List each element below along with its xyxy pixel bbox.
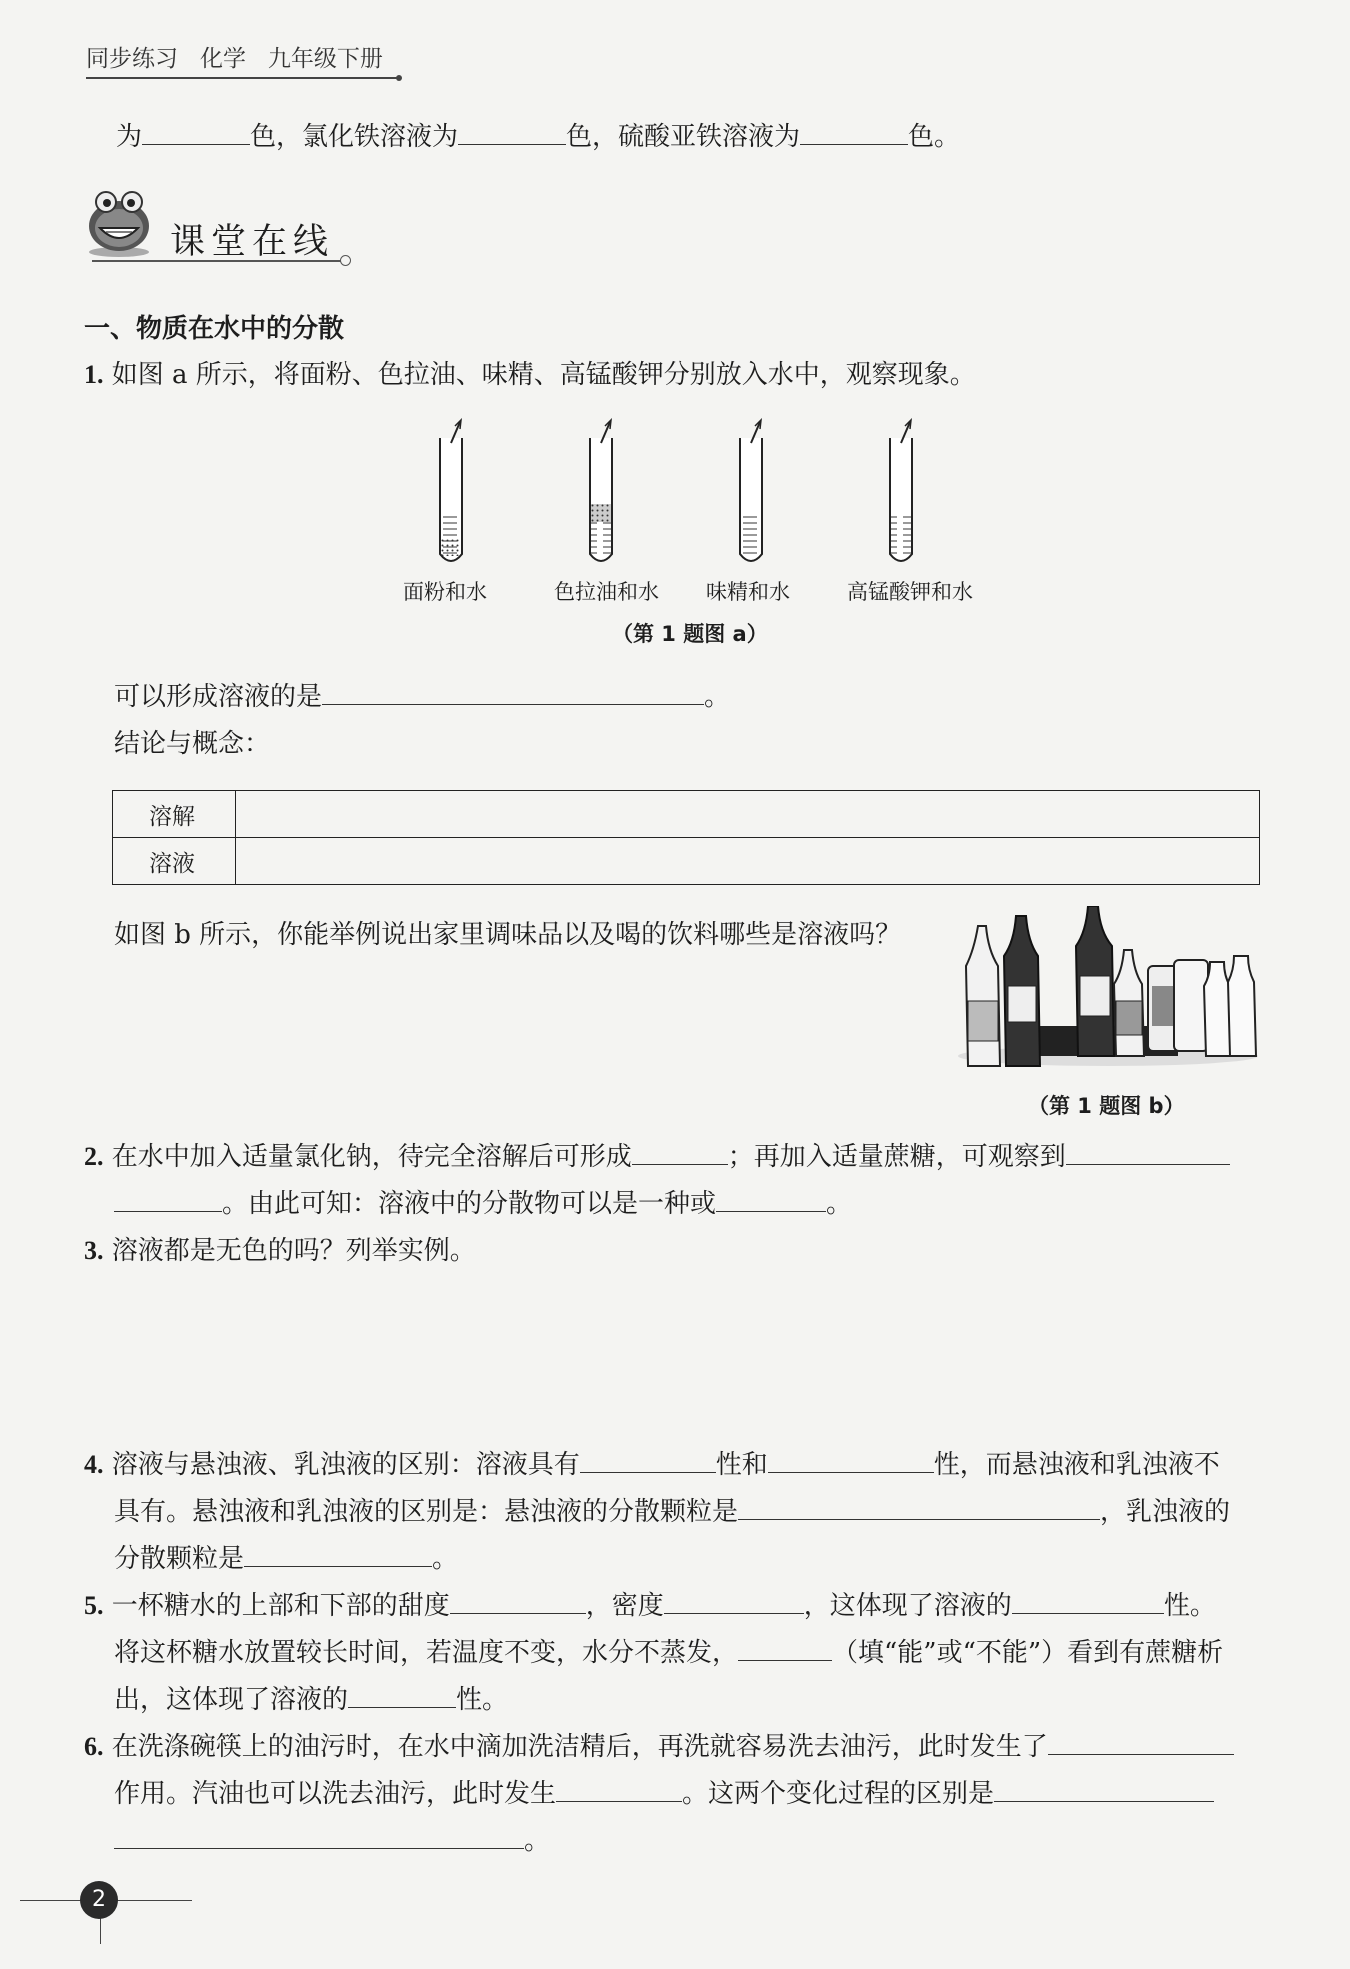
header-book: 同步练习 — [86, 46, 178, 72]
table-row — [113, 838, 1260, 885]
answer-blank[interactable] — [556, 1779, 682, 1802]
question-5: 5. 一杯糖水的上部和下部的甜度 ，密度 ，这体现了溶液的 性。 — [84, 1591, 1216, 1621]
answer-blank[interactable] — [114, 1189, 222, 1212]
question-4-line-2: 具有。悬浊液和乳浊液的区别是：悬浊液的分散颗粒是 ，乳浊液的 — [114, 1497, 1231, 1527]
question-number: 5. — [84, 1591, 104, 1620]
concept-table — [112, 790, 1260, 885]
answer-space[interactable] — [114, 1280, 1254, 1430]
question-4: 4. 溶液与悬浊液、乳浊液的区别：溶液具有 性和 性，而悬浊液和乳浊液不 — [84, 1450, 1220, 1480]
question-5-line-2: 将这杯糖水放置较长时间，若温度不变，水分不蒸发， （填“能”或“不能”）看到有蔗糖析 — [114, 1638, 1224, 1668]
answer-blank[interactable] — [348, 1685, 456, 1708]
tube-msg-water — [740, 420, 762, 561]
carryover-line: 为 色，氯化铁溶液为 色，硫酸亚铁溶液为 色。 — [116, 122, 961, 152]
answer-blank[interactable] — [768, 1450, 934, 1473]
answer-blank[interactable] — [450, 1591, 586, 1614]
question-number: 1. — [84, 360, 104, 389]
section-title: 课堂在线 — [170, 222, 335, 262]
bottles-figure — [948, 906, 1266, 1076]
section-title-rule-dot — [340, 255, 351, 266]
question-6: 6. 在洗涤碗筷上的油污时，在水中滴加洗洁精后，再洗就容易洗去油污，此时发生了 — [84, 1730, 1234, 1764]
tube-label-oil: 色拉油和水 — [554, 580, 659, 604]
running-header — [86, 40, 383, 73]
mascot-icon — [82, 188, 156, 260]
answer-blank[interactable] — [738, 1497, 1100, 1520]
tube-oil-water — [590, 420, 612, 561]
question-number: 6. — [84, 1732, 104, 1761]
question-4-line-3: 分散颗粒是 。 — [114, 1544, 459, 1574]
question-5-line-3: 出，这体现了溶液的 性。 — [114, 1685, 509, 1715]
tube-kmno4-water — [890, 420, 912, 561]
answer-blank[interactable] — [1012, 1591, 1164, 1614]
answer-blank[interactable] — [1066, 1142, 1230, 1165]
question-number: 4. — [84, 1450, 104, 1479]
question-6-line-2: 作用。汽油也可以洗去油污，此时发生 。这两个变化过程的区别是 — [114, 1777, 1214, 1811]
answer-blank[interactable] — [738, 1638, 832, 1661]
answer-blank[interactable] — [580, 1450, 716, 1473]
subsection-title: 一、物质在水中的分散 — [84, 314, 345, 344]
question-1: 1. 如图 a 所示，将面粉、色拉油、味精、高锰酸钾分别放入水中，观察现象。 — [84, 360, 976, 390]
answer-blank[interactable] — [142, 122, 250, 145]
question-2-line-2: 。由此可知：溶液中的分散物可以是一种或 。 — [114, 1187, 852, 1221]
question-3: 3. 溶液都是无色的吗？列举实例。 — [84, 1236, 476, 1266]
table-cell-term: 溶液 — [113, 838, 236, 885]
solution-prompt: 可以形成溶液的是 。 — [114, 682, 731, 712]
question-6-line-3: 。 — [114, 1824, 550, 1858]
figure-a-caption: （第 1 题图 a） — [612, 622, 768, 646]
header-rule-dot — [396, 75, 402, 81]
header-subject: 化学 — [199, 46, 246, 72]
figure-b-question: 如图 b 所示，你能举例说出家里调味品以及喝的饮料哪些是溶液吗？ — [114, 920, 902, 950]
table-row — [113, 791, 1260, 838]
answer-blank[interactable] — [800, 122, 908, 145]
answer-blank[interactable] — [664, 1591, 804, 1614]
test-tubes-figure — [400, 418, 1000, 568]
page-number: 2 — [80, 1881, 118, 1919]
answer-blank[interactable] — [1048, 1732, 1234, 1755]
tube-label-msg: 味精和水 — [706, 580, 790, 604]
answer-blank[interactable] — [716, 1189, 826, 1212]
answer-blank[interactable] — [114, 1826, 524, 1849]
answer-blank[interactable] — [322, 682, 704, 705]
conclusion-label: 结论与概念： — [114, 729, 271, 759]
header-rule — [86, 77, 398, 79]
question-number: 3. — [84, 1236, 104, 1265]
header-grade: 九年级下册 — [267, 46, 383, 72]
table-cell-answer[interactable] — [236, 791, 1260, 838]
table-cell-answer[interactable] — [236, 838, 1260, 885]
answer-blank[interactable] — [994, 1779, 1214, 1802]
answer-blank[interactable] — [458, 122, 566, 145]
question-number: 2. — [84, 1142, 104, 1171]
section-title-rule — [92, 260, 342, 262]
question-2: 2. 在水中加入适量氯化钠，待完全溶解后可形成 ；再加入适量蔗糖，可观察到 — [84, 1140, 1230, 1174]
tube-label-kmno4: 高锰酸钾和水 — [847, 580, 973, 604]
answer-blank[interactable] — [244, 1544, 432, 1567]
table-cell-term: 溶解 — [113, 791, 236, 838]
answer-blank[interactable] — [632, 1142, 728, 1165]
tube-label-flour: 面粉和水 — [403, 580, 487, 604]
figure-b-caption: （第 1 题图 b） — [1028, 1094, 1185, 1118]
tube-flour-water — [440, 420, 462, 561]
